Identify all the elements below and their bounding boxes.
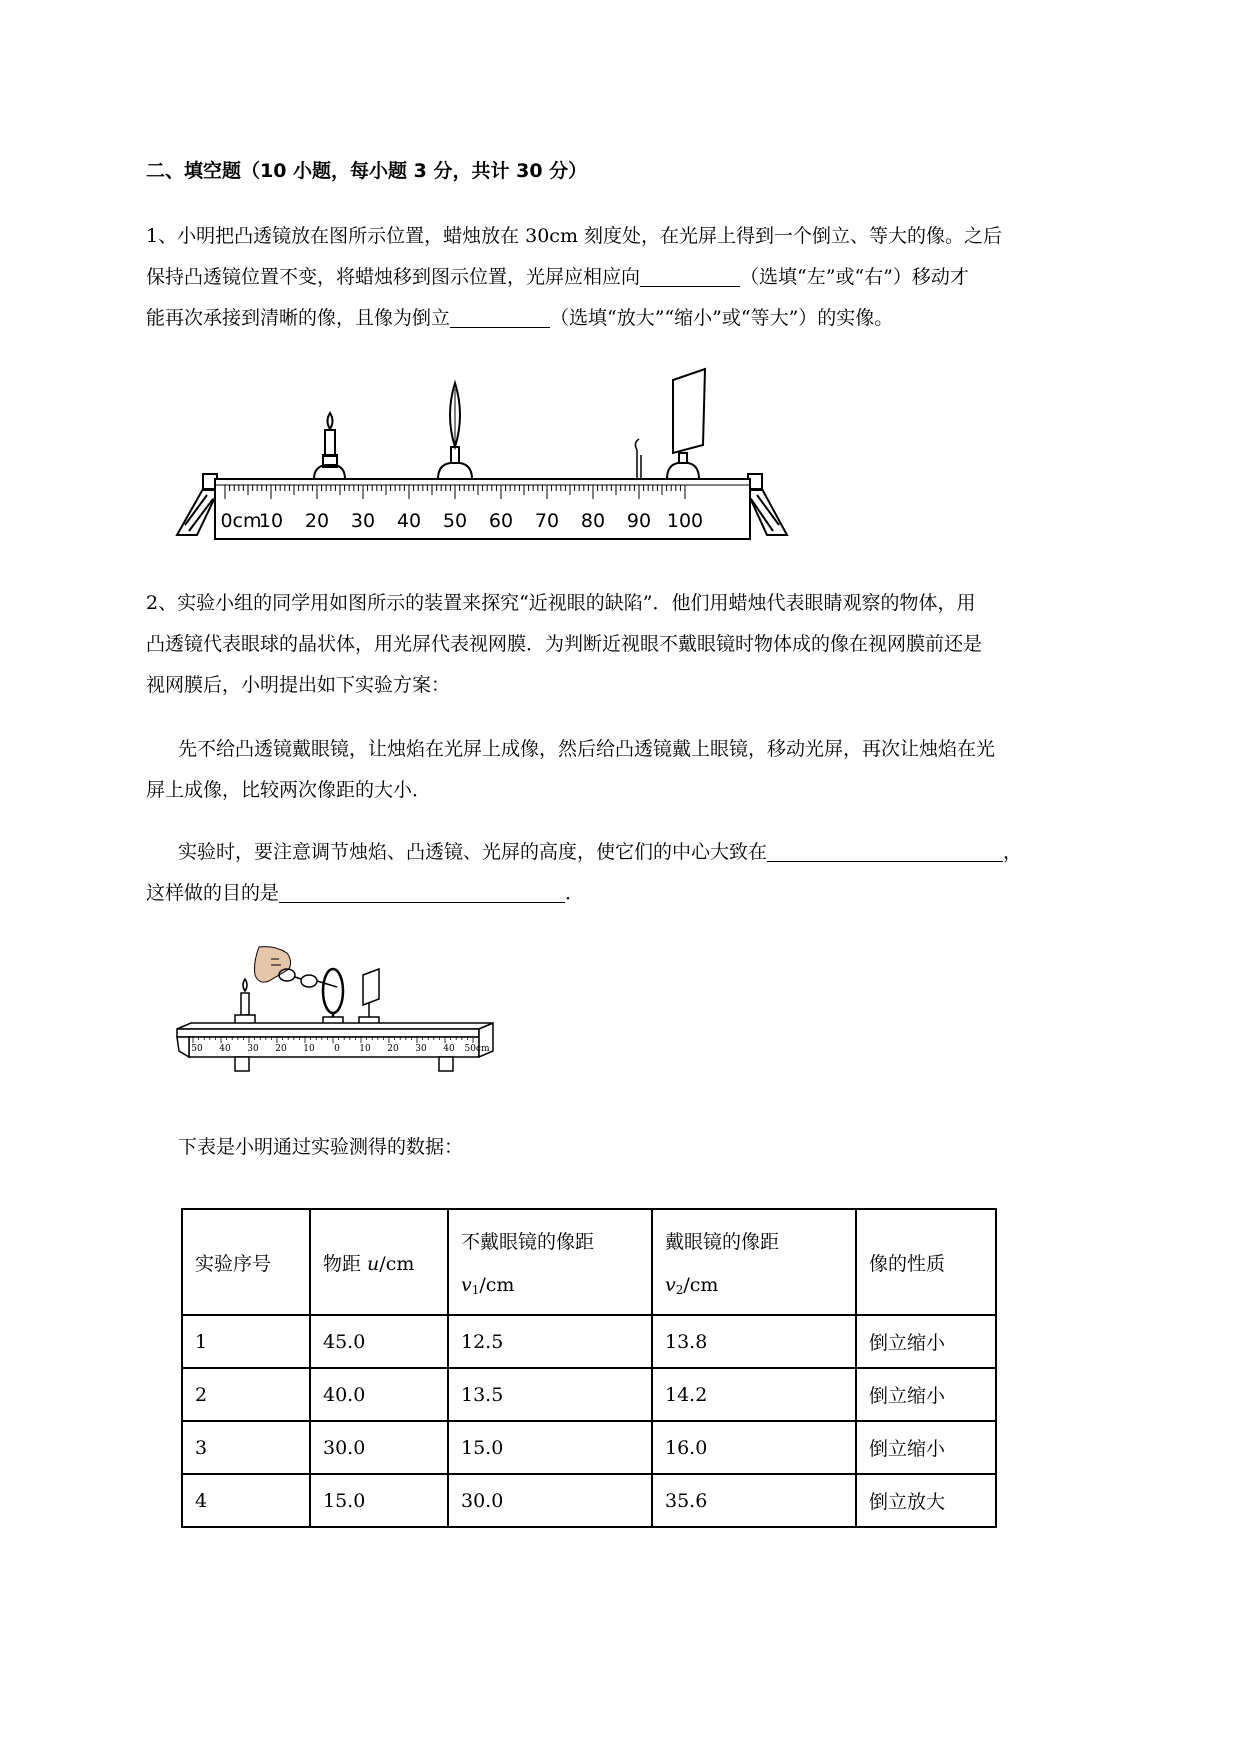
cell-trial: 2 <box>182 1368 310 1421</box>
bench-label: 30 <box>415 1044 427 1054</box>
bench-label: 30 <box>247 1044 259 1054</box>
bench-label: 50 <box>191 1044 203 1054</box>
q1-line-2 <box>146 257 1148 298</box>
q2-line-1: 2、实验小组的同学用如图所示的装置来探究“近视眼的缺陷”．他们用蜡烛代表眼睛观察的物体，用 <box>146 592 976 614</box>
candle <box>314 413 345 479</box>
lens-ring <box>323 969 343 1021</box>
q1-line-3 <box>146 298 1148 339</box>
cell-nature: 倒立放大 <box>856 1474 996 1527</box>
q1-line-3-option: （选填“放大”“缩小”或“等大”）的实像。 <box>550 307 894 329</box>
header-object-distance-label: 物距 <box>323 1252 368 1275</box>
table-row <box>182 1315 996 1368</box>
header-v1-unit <box>461 1274 651 1297</box>
ruler-label: 20 <box>304 510 330 532</box>
screen-2 <box>363 969 379 1021</box>
cell-trial: 1 <box>182 1315 310 1368</box>
bench-label: 40 <box>443 1044 455 1054</box>
cell-trial: 3 <box>182 1421 310 1474</box>
header-u-unit: /cm <box>379 1252 415 1275</box>
note-line-1 <box>146 832 1148 873</box>
cell-v2: 35.6 <box>652 1474 856 1527</box>
answer-blank-image-type[interactable] <box>450 305 550 328</box>
header-object-distance <box>310 1209 448 1315</box>
q1-line-1: 1、小明把凸透镜放在图所示位置，蜡烛放在 30cm 刻度处，在光屏上得到一个倒立、等大的像。之后 <box>146 225 1003 247</box>
ruler-label: 90 <box>626 510 652 532</box>
table-row <box>182 1474 996 1527</box>
q2-line-3: 视网膜后，小明提出如下实验方案： <box>146 674 451 696</box>
rail <box>215 479 750 539</box>
bench-label: 20 <box>387 1044 399 1054</box>
header-v1-label: 不戴眼镜的像距 <box>461 1231 595 1253</box>
ruler-label: 100 <box>666 510 704 532</box>
ruler-label: 0cm <box>220 510 262 532</box>
optical-bench-figure-2 <box>175 945 505 1085</box>
q1-line-2-option: （选填“左”或“右”）移动才 <box>740 266 969 288</box>
note-line-2-text: 这样做的目的是 <box>146 882 280 904</box>
ruler-label: 60 <box>488 510 514 532</box>
table-intro: 下表是小明通过实验测得的数据： <box>178 1136 464 1158</box>
header-v2-cm: /cm <box>683 1274 719 1296</box>
header-v1-cm: /cm <box>479 1274 515 1296</box>
header-v2-symbol: v <box>665 1274 676 1296</box>
cell-nature: 倒立缩小 <box>856 1368 996 1421</box>
answer-blank-direction[interactable] <box>640 264 740 287</box>
bench-label: 50cm <box>464 1044 490 1054</box>
light-screen <box>667 369 705 479</box>
answer-blank-same-height[interactable] <box>767 839 1003 862</box>
table-row <box>182 1421 996 1474</box>
header-u-symbol: u <box>367 1252 380 1275</box>
cell-trial: 4 <box>182 1474 310 1527</box>
note-line-1-punct: ， <box>1003 841 1023 863</box>
header-v1-symbol: v <box>461 1274 472 1296</box>
cell-u: 30.0 <box>310 1421 448 1474</box>
optical-bench-figure-1 <box>175 355 800 545</box>
candle-2 <box>241 979 249 1015</box>
header-v2-unit <box>665 1274 855 1297</box>
note-line-2-punct: ． <box>565 882 585 904</box>
right-stand <box>746 474 787 535</box>
section-title: 二、填空题（10 小题，每小题 3 分，共计 30 分） <box>146 160 588 182</box>
bench-label: 40 <box>219 1044 231 1054</box>
plan-line-2: 屏上成像，比较两次像距的大小． <box>146 779 432 801</box>
question-1 <box>146 216 1148 339</box>
header-v2-label: 戴眼镜的像距 <box>665 1231 780 1253</box>
ruler-label: 70 <box>534 510 560 532</box>
answer-blank-purpose[interactable] <box>279 880 565 903</box>
bench-label: 0 <box>334 1044 340 1054</box>
cell-u: 40.0 <box>310 1368 448 1421</box>
bench-label: 10 <box>359 1044 371 1054</box>
cell-v2: 13.8 <box>652 1315 856 1368</box>
cell-v2: 16.0 <box>652 1421 856 1474</box>
bench-label: 20 <box>275 1044 287 1054</box>
small-image-mark <box>635 439 641 479</box>
left-stand <box>177 474 219 535</box>
header-image-distance-no-glasses <box>448 1209 652 1315</box>
header-image-nature: 像的性质 <box>856 1209 996 1315</box>
convex-lens <box>438 383 472 479</box>
cell-u: 45.0 <box>310 1315 448 1368</box>
question-2 <box>146 583 1148 706</box>
note-line-2 <box>146 873 1148 914</box>
cell-u: 15.0 <box>310 1474 448 1527</box>
plan-line-1: 先不给凸透镜戴眼镜，让烛焰在光屏上成像，然后给凸透镜戴上眼镜，移动光屏，再次让烛焰在光 <box>178 738 996 760</box>
note-line-1-text: 实验时，要注意调节烛焰、凸透镜、光屏的高度，使它们的中心大致在 <box>178 841 768 863</box>
cell-nature: 倒立缩小 <box>856 1315 996 1368</box>
header-v2-sub: 2 <box>675 1283 684 1297</box>
ruler-label: 40 <box>396 510 422 532</box>
cell-v1: 15.0 <box>448 1421 652 1474</box>
ruler-label: 30 <box>350 510 376 532</box>
ruler-label: 80 <box>580 510 606 532</box>
bench-rail <box>177 1023 493 1071</box>
experiment-note <box>146 832 1148 914</box>
bench-label: 10 <box>303 1044 315 1054</box>
table-row <box>182 1368 996 1421</box>
cell-v1: 12.5 <box>448 1315 652 1368</box>
table-header-row <box>182 1209 996 1315</box>
header-image-distance-glasses <box>652 1209 856 1315</box>
cell-v2: 14.2 <box>652 1368 856 1421</box>
experiment-plan <box>146 729 1148 811</box>
q1-line-3-text: 能再次承接到清晰的像，且像为倒立 <box>146 307 451 329</box>
ruler-label: 10 <box>258 510 284 532</box>
cell-nature: 倒立缩小 <box>856 1421 996 1474</box>
ruler-label: 50 <box>442 510 468 532</box>
cell-v1: 30.0 <box>448 1474 652 1527</box>
q1-line-2-text: 保持凸透镜位置不变，将蜡烛移到图示位置，光屏应相应向 <box>146 266 641 288</box>
q2-line-2: 凸透镜代表眼球的晶状体，用光屏代表视网膜．为判断近视眼不戴眼镜时物体成的像在视网膜前还是 <box>146 633 983 655</box>
cell-v1: 13.5 <box>448 1368 652 1421</box>
header-trial-number: 实验序号 <box>182 1209 310 1315</box>
hand <box>255 947 291 983</box>
header-v1-sub: 1 <box>471 1283 480 1297</box>
data-table <box>181 1208 997 1528</box>
